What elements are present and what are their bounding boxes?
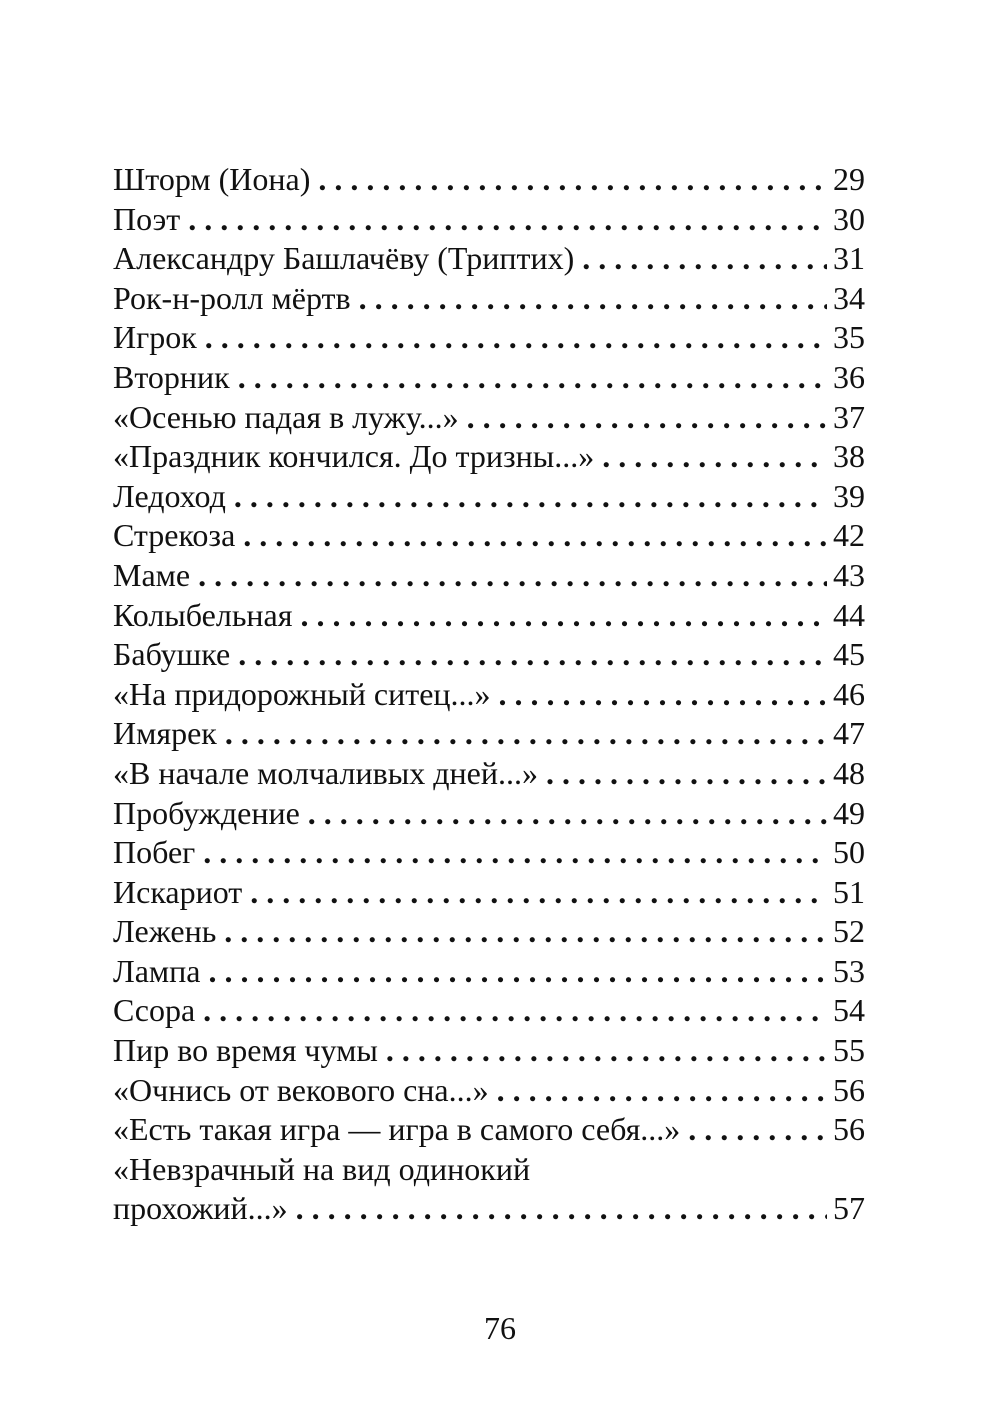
toc-entry-title: Искариот xyxy=(113,873,243,910)
toc-entry xyxy=(113,358,865,398)
toc-entry xyxy=(113,714,865,754)
toc-entry-title: «Осенью падая в лужу...» xyxy=(113,398,459,435)
dot-leader xyxy=(680,1110,827,1150)
toc-entry-page: 56 xyxy=(833,1111,865,1148)
toc-entry-title: Ледоход xyxy=(113,477,226,514)
toc-entry-title: «Очнись от векового сна...» xyxy=(113,1071,489,1108)
toc-entry-page: 53 xyxy=(833,952,865,989)
toc-entry-page: 30 xyxy=(833,200,865,237)
toc-entry xyxy=(113,1150,865,1229)
toc-entry-title: Вторник xyxy=(113,358,230,395)
toc-entry-second-line xyxy=(113,1189,865,1229)
dot-leader xyxy=(538,754,827,794)
dot-leader xyxy=(190,556,827,596)
toc-entry xyxy=(113,398,865,438)
toc-entry xyxy=(113,754,865,794)
toc-entry-page: 38 xyxy=(833,438,865,475)
toc-entry-page: 34 xyxy=(833,279,865,316)
toc-entry-title: «Невзрачный на вид одинокий xyxy=(113,1150,531,1187)
toc-entry-page: 31 xyxy=(833,240,865,277)
toc-entry xyxy=(113,833,865,873)
toc-entry xyxy=(113,635,865,675)
dot-leader xyxy=(216,912,827,952)
table-of-contents xyxy=(113,160,865,1229)
toc-entry-title: Шторм (Иона) xyxy=(113,161,311,197)
dot-leader xyxy=(230,635,827,675)
toc-entry-page: 39 xyxy=(833,477,865,514)
toc-entry xyxy=(113,794,865,834)
dot-leader xyxy=(195,833,827,873)
toc-entry-title: «В начале молчаливых дней...» xyxy=(113,754,538,791)
toc-entry xyxy=(113,556,865,596)
toc-entry xyxy=(113,675,865,715)
toc-entry xyxy=(113,912,865,952)
dot-leader xyxy=(195,991,827,1031)
toc-entry-title: «Есть такая игра — игра в самого себя...» xyxy=(113,1111,681,1148)
dot-leader xyxy=(300,794,827,834)
toc-entry-page: 37 xyxy=(833,398,865,435)
dot-leader xyxy=(226,477,827,517)
toc-entry xyxy=(113,952,865,992)
toc-entry xyxy=(113,318,865,358)
toc-entry-title: Стрекоза xyxy=(113,517,236,554)
toc-entry-title: Маме xyxy=(113,556,191,593)
toc-entry-title: Игрок xyxy=(113,319,197,356)
toc-entry-page: 55 xyxy=(833,1032,865,1069)
toc-entry xyxy=(113,991,865,1031)
dot-leader xyxy=(217,714,827,754)
dot-leader xyxy=(489,1071,827,1111)
toc-entry-page: 54 xyxy=(833,992,865,1029)
toc-entry-title: «На придорожный ситец...» xyxy=(113,675,491,712)
toc-entry-title: Имярек xyxy=(113,715,217,752)
toc-entry-title: Поэт xyxy=(113,200,181,237)
toc-entry xyxy=(113,279,865,319)
toc-entry-page: 50 xyxy=(833,834,865,871)
toc-entry-page: 36 xyxy=(833,358,865,395)
toc-entry xyxy=(113,596,865,636)
dot-leader xyxy=(230,358,827,398)
dot-leader xyxy=(200,952,827,992)
dot-leader xyxy=(292,596,827,636)
dot-leader xyxy=(351,279,827,319)
dot-leader xyxy=(574,239,827,279)
dot-leader xyxy=(288,1189,827,1229)
toc-entry-title: Колыбельная xyxy=(113,596,293,633)
toc-entry-title: Лампа xyxy=(113,952,201,989)
toc-entry-page: 45 xyxy=(833,636,865,673)
toc-entry-first-line xyxy=(113,1150,865,1190)
toc-entry xyxy=(113,160,865,200)
toc-entry-page: 48 xyxy=(833,754,865,791)
toc-entry xyxy=(113,437,865,477)
dot-leader xyxy=(594,437,827,477)
dot-leader xyxy=(242,873,827,913)
toc-entry-page: 49 xyxy=(833,794,865,831)
toc-entry-page: 47 xyxy=(833,715,865,752)
toc-entry-page: 46 xyxy=(833,675,865,712)
toc-entry-page: 56 xyxy=(833,1071,865,1108)
toc-entry-page: 35 xyxy=(833,319,865,356)
toc-entry xyxy=(113,477,865,517)
dot-leader xyxy=(180,200,827,240)
toc-entry-page: 57 xyxy=(833,1190,865,1227)
toc-entry-page: 43 xyxy=(833,556,865,593)
toc-entry-page: 51 xyxy=(833,873,865,910)
dot-leader xyxy=(378,1031,827,1071)
toc-entry xyxy=(113,516,865,556)
dot-leader xyxy=(235,516,827,556)
toc-entry xyxy=(113,1071,865,1111)
toc-entry-page: 29 xyxy=(833,161,865,197)
toc-entry-title: «Праздник кончился. До тризны...» xyxy=(113,438,595,475)
toc-entry-title: Бабушке xyxy=(113,636,231,673)
page-number: 76 xyxy=(484,1310,516,1346)
toc-entry xyxy=(113,200,865,240)
toc-entry-page: 52 xyxy=(833,913,865,950)
dot-leader xyxy=(491,675,827,715)
toc-entry xyxy=(113,1110,865,1150)
toc-entry-title: Лежень xyxy=(113,913,217,950)
toc-entry-title: Ссора xyxy=(113,992,196,1029)
dot-leader xyxy=(310,160,827,200)
toc-entry-page: 44 xyxy=(833,596,865,633)
toc-entry xyxy=(113,239,865,279)
toc-entry-page: 42 xyxy=(833,517,865,554)
dot-leader xyxy=(459,398,827,438)
toc-entry xyxy=(113,873,865,913)
dot-leader xyxy=(197,318,827,358)
toc-entry-title: Пробуждение xyxy=(113,794,300,831)
toc-entry-title: Побег xyxy=(113,834,196,871)
toc-entry-title: Пир во время чумы xyxy=(113,1032,378,1069)
toc-entry-title: Александру Башлачёву (Триптих) xyxy=(113,240,575,277)
toc-entry xyxy=(113,1031,865,1071)
toc-entry-title: Рок-н-ролл мёртв xyxy=(113,279,351,316)
toc-entry-title-continued: прохожий...» xyxy=(113,1190,288,1227)
